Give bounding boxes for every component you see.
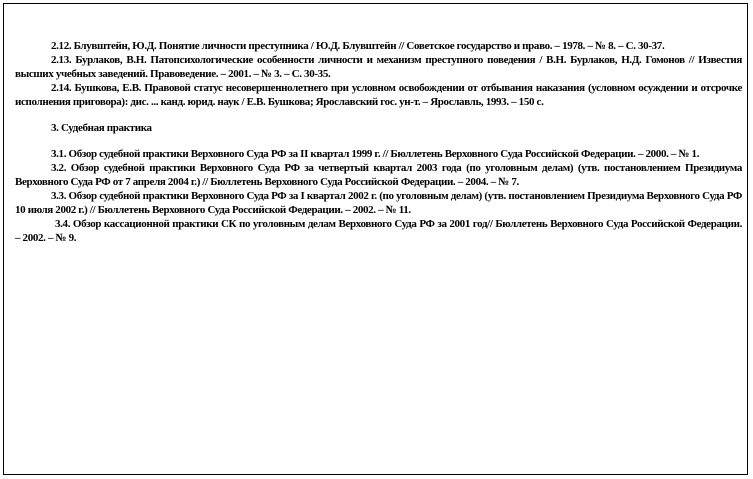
section-spacer bbox=[15, 135, 742, 147]
document-content bbox=[15, 39, 742, 245]
reference-2-14: 2.14. Бушкова, Е.В. Правовой статус несовершеннолетнего при условном освобождении от отбывания наказания (условном осуждении и отсрочке исполнения приговора): дис. ... канд. юрид. наук / Е.В. Бушкова; Ярославский гос. ун-т. – Ярославль, 1993. – 150 с. bbox=[15, 82, 742, 108]
reference-2-12: 2.12. Блувштейн, Ю.Д. Понятие личности преступника / Ю.Д. Блувштейн // Советское государство и право. – 1978. – № 8. – С. 30-37. bbox=[51, 40, 665, 52]
reference-3-2: 3.2. Обзор судебной практики Верховного Суда РФ за четвертый квартал 2003 года (по уголовным делам) (утв. постановлением Президиума Верховного Суда РФ от 7 апреля 2004 г.) // Бюллетень Верховного Суда Российской Федерации. – 2004. – № 7. bbox=[15, 162, 742, 188]
reference-3-4: 3.4. Обзор кассационной практики СК по уголовным делам Верховного Суда РФ за 2001 год// Бюллетень Верховного Суда Российской Федерации. – 2002. – № 9. bbox=[15, 218, 742, 244]
reference-3-3: 3.3. Обзор судебной практики Верховного Суда РФ за I квартал 2002 г. (по уголовным делам) (утв. постановлением Президиума Верховного Суда РФ 10 июля 2002 г.) // Бюллетень Верховного Суда Российской Федерации. – 2002. – № 11. bbox=[15, 190, 742, 216]
reference-3-1: 3.1. Обзор судебной практики Верховного Суда РФ за II квартал 1999 г. // Бюллетень Верховного Суда Российской Федерации. – 2000. – № 1. bbox=[51, 148, 700, 160]
section-heading: 3. Судебная практика bbox=[51, 122, 152, 134]
reference-2-13: 2.13. Бурлаков, В.Н. Патопсихологические особенности личности и механизм преступного поведения / В.Н. Бурлаков, Н.Д. Гомонов // Известия высших учебных заведений. Правоведение. – 2001. – № 3. – С. 30-35. bbox=[15, 54, 742, 80]
document-frame bbox=[3, 3, 748, 475]
section-spacer bbox=[15, 109, 742, 121]
